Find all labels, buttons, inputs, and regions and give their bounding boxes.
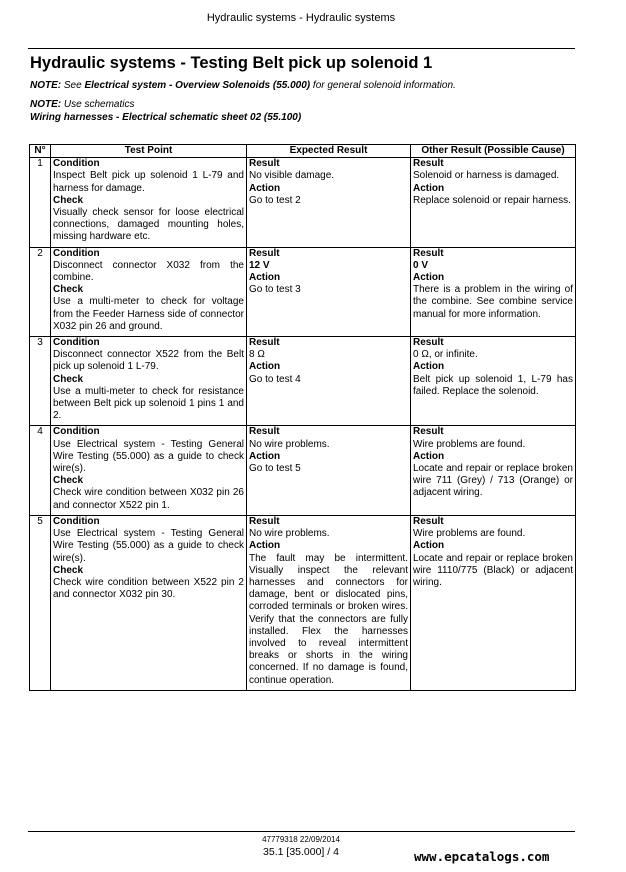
action-label: Action [249, 540, 281, 552]
note-prefix: NOTE: [30, 99, 62, 110]
wiring-harness-link[interactable]: Wiring harnesses - Electrical schematic sheet 02 (55.100) [30, 112, 302, 123]
table-row [30, 337, 576, 426]
action-text: Go to test 2 [249, 194, 301, 206]
action-label: Action [413, 450, 445, 462]
condition-label: Condition [53, 515, 100, 527]
check-label: Check [53, 564, 84, 576]
result-text: 0 Ω, or infinite. [413, 349, 478, 361]
check-text: Check wire condition between X522 pin 2 and connector X032 pin 30. [53, 576, 244, 601]
condition-label: Condition [53, 158, 100, 170]
result-label: Result [249, 426, 280, 438]
check-text: Visually check sensor for loose electrical connections, damaged mounting holes, missing hardware etc. [53, 207, 244, 243]
watermark-url: www.epcatalogs.com [414, 849, 550, 864]
table-row [30, 158, 576, 247]
condition-text: Inspect Belt pick up solenoid 1 L-79 and harness for damage. [53, 170, 244, 194]
table-row [30, 515, 576, 690]
result-label: Result [249, 515, 280, 527]
action-label: Action [249, 361, 281, 373]
row-number: 3 [30, 337, 51, 426]
other-result-cell [411, 337, 576, 426]
note-text: Use schematics [61, 99, 135, 110]
other-result-cell [411, 515, 576, 690]
expected-result-cell [247, 247, 411, 336]
result-text: 0 V [413, 259, 429, 271]
result-text: 8 Ω [249, 349, 265, 361]
test-point-cell [51, 158, 247, 247]
result-text: 12 V [249, 259, 270, 271]
action-label: Action [413, 182, 445, 194]
check-text: Use a multi-meter to check for resistance between Belt pick up solenoid 1 pins 1 and 2. [53, 385, 244, 422]
row-number: 2 [30, 247, 51, 336]
expected-result-cell [247, 426, 411, 515]
row-number: 4 [30, 426, 51, 515]
page-number: 35.1 [35.000] / 4 [263, 846, 339, 858]
test-table [29, 144, 576, 691]
result-label: Result [413, 247, 444, 259]
test-point-cell [51, 337, 247, 426]
col-header-other-result: Other Result (Possible Cause) [411, 145, 576, 158]
other-result-cell [411, 158, 576, 247]
result-text: No wire problems. [249, 528, 330, 540]
action-text: Belt pick up solenoid 1, L-79 has failed. Replace the solenoid. [413, 373, 573, 397]
test-point-cell [51, 515, 247, 690]
note-prefix: NOTE: [30, 80, 62, 91]
result-label: Result [249, 158, 280, 170]
footer-rule [28, 831, 575, 832]
note-schematics [30, 99, 134, 110]
page-title: Hydraulic systems - Testing Belt pick up solenoid 1 [30, 54, 433, 72]
action-label: Action [413, 361, 445, 373]
result-text: Wire problems are found. [413, 438, 526, 450]
test-point-cell [51, 247, 247, 336]
expected-result-cell [247, 158, 411, 247]
action-label: Action [413, 540, 445, 552]
result-text: Solenoid or harness is damaged. [413, 170, 560, 182]
result-label: Result [413, 426, 444, 438]
action-label: Action [413, 272, 445, 284]
condition-label: Condition [53, 337, 100, 349]
check-text: Check wire condition between X032 pin 26 and connector X522 pin 1. [53, 487, 244, 511]
note-solenoids [30, 80, 456, 91]
result-text: No visible damage. [249, 170, 335, 182]
check-text: Use a multi-meter to check for voltage from the Feeder Harness side of connector X032 pin 26 and ground. [53, 296, 244, 332]
expected-result-cell [247, 515, 411, 690]
action-text: Locate and repair or replace broken wire 711 (Grey) / 713 (Orange) or adjacent wiring. [413, 463, 573, 499]
check-label: Check [53, 475, 84, 487]
result-text: Wire problems are found. [413, 528, 526, 540]
note-wiring-link [30, 112, 301, 123]
row-number: 5 [30, 515, 51, 690]
result-label: Result [249, 337, 280, 349]
table-row [30, 247, 576, 336]
action-text: There is a problem in the wiring of the combine. See combine service manual for more information. [413, 284, 573, 320]
condition-label: Condition [53, 247, 100, 259]
note-suffix: for general solenoid information. [310, 80, 456, 91]
result-label: Result [413, 158, 444, 170]
test-point-cell [51, 426, 247, 515]
action-text: The fault may be intermittent. Visually inspect the relevant harnesses and connectors for damage, bent or dislocated pins, corroded terminals or broken wires. Verify that the connectors are fully installed. Flex the harnesses involved to reveal intermittent breaks or shorts in the wiring concerned. If no damage is found, continue operation. [249, 552, 408, 686]
action-text: Replace solenoid or repair harness. [413, 194, 571, 206]
condition-text: Disconnect connector X522 from the Belt pick up solenoid 1 L-79. [53, 349, 244, 373]
result-label: Result [413, 337, 444, 349]
action-text: Go to test 3 [249, 284, 301, 296]
col-header-test-point: Test Point [51, 145, 247, 158]
check-label: Check [53, 194, 84, 206]
action-label: Action [249, 450, 281, 462]
check-label: Check [53, 373, 84, 385]
condition-label: Condition [53, 426, 100, 438]
action-label: Action [249, 272, 281, 284]
expected-result-cell [247, 337, 411, 426]
result-text: No wire problems. [249, 438, 330, 450]
table-row [30, 426, 576, 515]
col-header-number: N° [30, 145, 51, 158]
header-rule [28, 48, 575, 49]
col-header-expected-result: Expected Result [247, 145, 411, 158]
condition-text: Disconnect connector X032 from the combine. [53, 259, 244, 284]
condition-text: Use Electrical system - Testing General Wire Testing (55.000) as a guide to check wire(s). [53, 528, 244, 564]
note-text: See [61, 80, 85, 91]
check-label: Check [53, 284, 84, 296]
action-label: Action [249, 182, 281, 194]
row-number: 1 [30, 158, 51, 247]
other-result-cell [411, 247, 576, 336]
document-reference: 47779318 22/09/2014 [262, 835, 340, 844]
condition-text: Use Electrical system - Testing General Wire Testing (55.000) as a guide to check wire(s). [53, 438, 244, 475]
result-label: Result [249, 247, 280, 259]
action-text: Locate and repair or replace broken wire 1110/775 (Black) or adjacent wiring. [413, 552, 573, 588]
other-result-cell [411, 426, 576, 515]
note-link[interactable]: Electrical system - Overview Solenoids (55.000) [84, 80, 311, 91]
result-label: Result [413, 515, 444, 527]
action-text: Go to test 4 [249, 373, 301, 385]
table-header-row [30, 145, 576, 158]
running-header: Hydraulic systems - Hydraulic systems [206, 12, 396, 24]
action-text: Go to test 5 [249, 463, 301, 475]
